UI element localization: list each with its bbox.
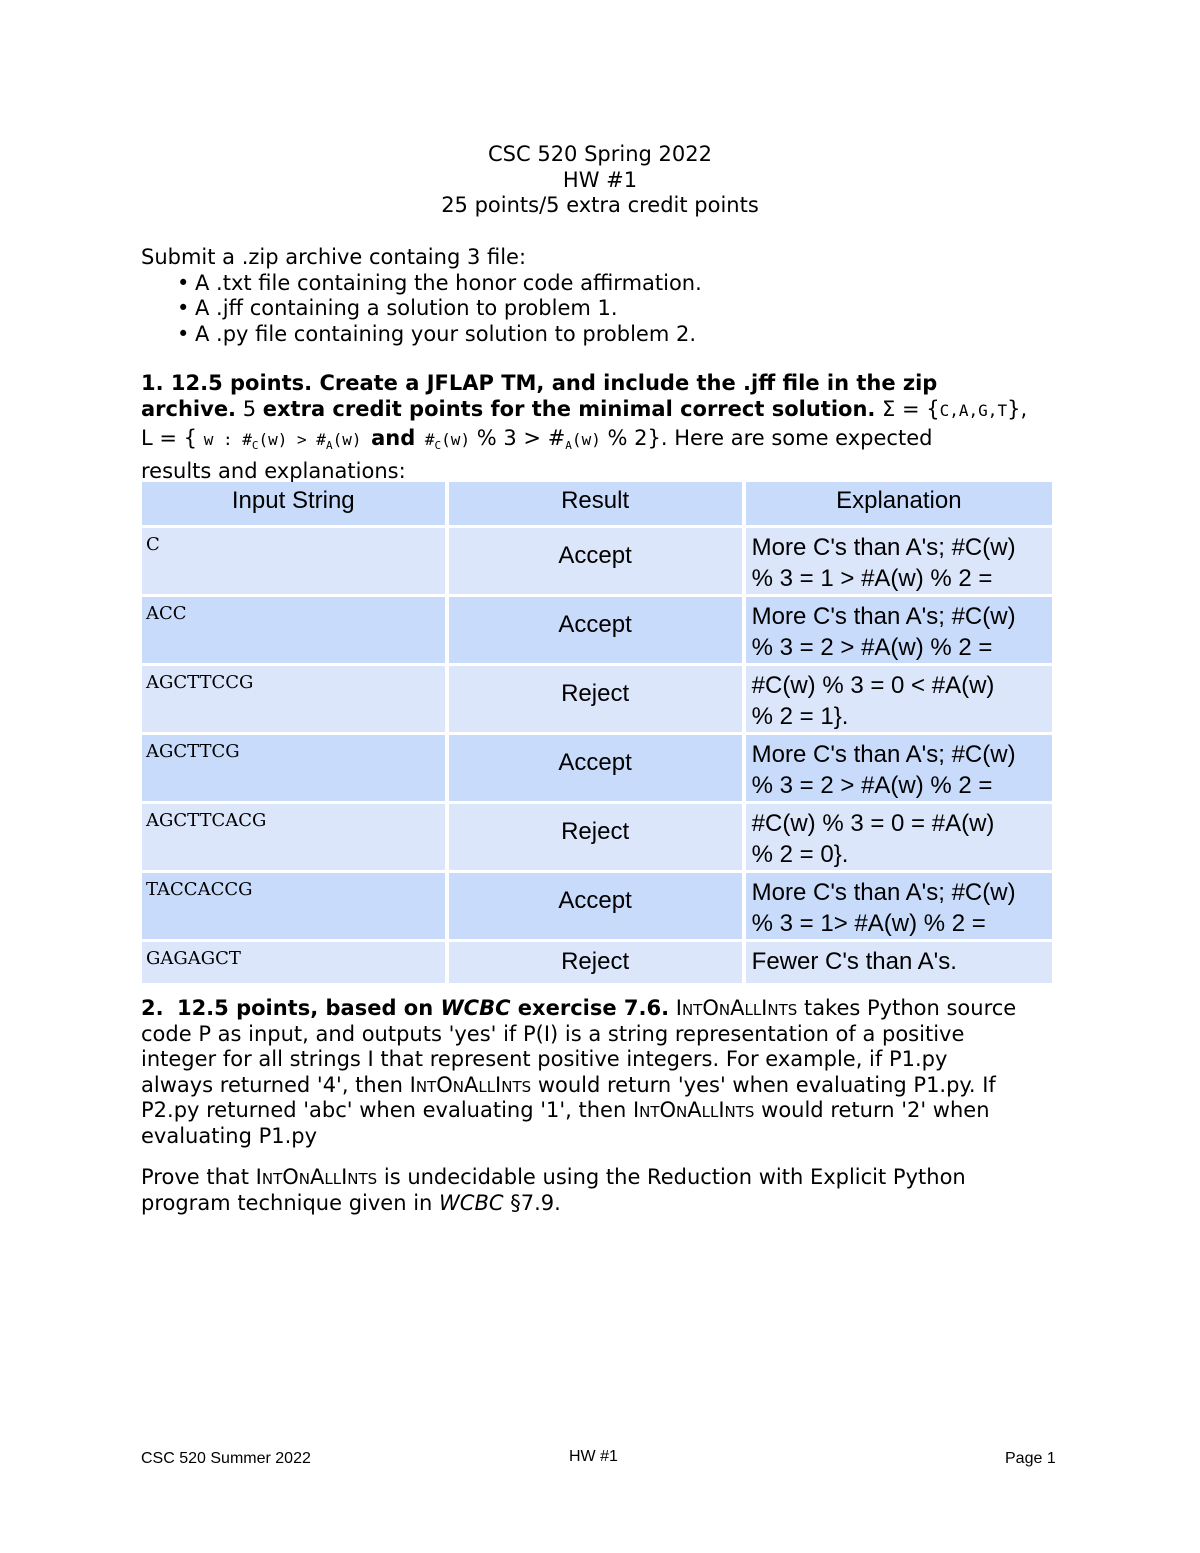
expected-results-table [138,479,1056,986]
result-cell: Accept [449,873,742,939]
explanation-cell: #C(w) % 3 = 0 < #A(w) % 2 = 1}. [746,666,1052,732]
submission-lead: Submit a .zip archive containg 3 file: [141,245,527,269]
column-header-input: Input String [142,482,445,525]
column-header-result: Result [449,482,742,525]
bullet-icon: • [177,296,190,320]
table-row [142,666,1052,732]
result-cell: Accept [449,735,742,801]
result-cell: Accept [449,528,742,594]
result-cell: Accept [449,597,742,663]
result-cell: Reject [449,666,742,732]
list-item: • A .jff containing a solution to problem 1. [177,296,618,320]
footer-page-number: Page 1 [1005,1450,1056,1467]
explanation-cell: More C's than A's; #C(w) % 3 = 2 > #A(w) % 2 = [746,597,1052,663]
column-header-explanation: Explanation [746,482,1052,525]
input-cell: GAGAGCT [142,942,445,983]
explanation-cell: #C(w) % 3 = 0 = #A(w) % 2 = 0}. [746,804,1052,870]
submission-instructions [141,245,1061,347]
table-header-row [142,482,1052,525]
input-cell: C [142,528,445,594]
problem-2-task: Prove that IntOnAllInts is undecidable using the Reduction with Explicit Python program technique given in WCBC §7.9. [141,1165,966,1215]
table-row [142,942,1052,983]
explanation-cell: More C's than A's; #C(w) % 3 = 1 > #A(w) % 2 = [746,528,1052,594]
table-row [142,735,1052,801]
submission-list [141,271,1061,348]
list-item: • A .txt file containing the honor code affirmation. [177,270,702,295]
problem-2 [141,996,1061,1216]
list-item: • A .py file containing your solution to problem 2. [177,321,696,346]
results-intro: results and explanations: [141,458,406,483]
input-cell: ACC [142,597,445,663]
input-cell: AGCTTCG [142,735,445,801]
course-title: CSC 520 Spring 2022 [488,142,712,166]
input-cell: TACCACCG [142,873,445,939]
input-cell: AGCTTCACG [142,804,445,870]
table-row [142,597,1052,663]
explanation-cell: More C's than A's; #C(w) % 3 = 1> #A(w) % 2 = [746,873,1052,939]
problem-1-line2: archive. 5 extra credit points for the minimal correct solution. Σ = {C,A,G,T}, [141,396,1028,421]
explanation-cell: More C's than A's; #C(w) % 3 = 2 > #A(w) % 2 = [746,735,1052,801]
document-header [0,142,1200,219]
language-definition: L = { w : $\#_C(w)$ > $\#_A(w)$ and $\#_C(w)$ % $3 > \#_A(w)$ % 2}. Here are some expected [141,426,933,452]
bullet-icon: • [177,270,190,295]
table-row [142,873,1052,939]
problem-2-statement: 2. 12.5 points, based on WCBC exercise 7.6. IntOnAllInts takes Python source code P as input, and outputs 'yes' if P(I) is a string representation of a positive integer for all strings I that represent positive integers. For example, if P1.py always returned '4', then IntOnAllInts would return 'yes' when evaluating P1.py. If P2.py returned 'abc' when evaluating '1', then IntOnAllInts would return '2' when evaluating P1.py [141,996,1017,1148]
hw-title: HW #1 [562,167,638,192]
problem-1 [141,371,1061,484]
table-row [142,804,1052,870]
result-cell: Reject [449,942,742,983]
input-cell: AGCTTCCG [142,666,445,732]
points-summary: 25 points/5 extra credit points [441,193,759,217]
table-row [142,528,1052,594]
footer-hw: HW #1 [569,1448,618,1465]
result-cell: Reject [449,804,742,870]
problem-1-heading: 1. 12.5 points. Create a JFLAP TM, and include the .jff file in the zip [141,371,938,395]
footer-course: CSC 520 Summer 2022 [141,1450,311,1467]
bullet-icon: • [177,321,190,346]
explanation-cell: Fewer C's than A's. [746,942,1052,983]
